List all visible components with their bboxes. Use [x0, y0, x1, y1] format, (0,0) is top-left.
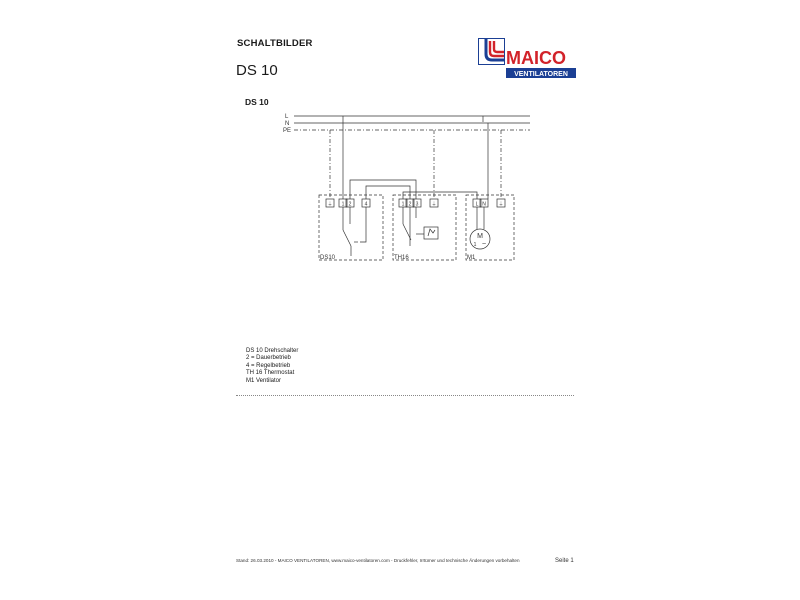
line-label-n: N [285, 121, 290, 127]
terminal-ds10-pe: ⏚ [327, 201, 333, 208]
terminal-ds10-2: 2 [348, 201, 352, 208]
document-title: DS 10 [236, 62, 278, 79]
brand-name: MAICO [506, 48, 566, 68]
terminal-th16-1: 1 [401, 201, 405, 208]
terminal-ds10-4: 4 [364, 201, 368, 208]
legend-item: M1 Ventilator [246, 377, 282, 384]
diagram-title: DS 10 [245, 97, 269, 107]
legend-item: 4 = Regelbetrieb [246, 362, 291, 369]
terminal-m1-n: N [482, 201, 486, 208]
terminal-m1-l: L [475, 201, 479, 208]
line-label-pe: PE [283, 128, 292, 134]
line-label-l: L [285, 114, 289, 120]
unit-label-m1: M1 [467, 255, 476, 261]
legend [246, 348, 298, 385]
terminal-ds10-1: 1 [341, 201, 345, 208]
dotted-separator [236, 395, 574, 396]
unit-label-th16: TH16 [394, 255, 409, 261]
motor-symbol: M [477, 233, 483, 240]
legend-item: TH 16 Thermostat [246, 370, 295, 377]
terminal-m1-pe: ⏚ [498, 201, 504, 208]
header-category: SCHALTBILDER [237, 38, 313, 49]
maico-logo [478, 38, 576, 82]
terminal-th16-2: 2 [408, 201, 412, 208]
brand-tagline: VENTILATOREN [514, 71, 568, 78]
unit-label-ds10: DS10 [320, 255, 336, 261]
terminal-th16-3: 3 [415, 201, 419, 208]
footer-text: Stand: 26.03.2010 - MAICO VENTILATOREN, www.maico-ventilatoren.com - Druckfehler, Irrtümer und technische Änderungen vorbehalten [236, 558, 520, 563]
motor-ac-icon: ~ [481, 241, 487, 248]
motor-phase: 1 [473, 242, 477, 248]
terminal-th16-pe: ⏚ [431, 201, 437, 208]
legend-item: 2 = Dauerbetrieb [246, 355, 291, 362]
legend-item: DS 10 Drehschalter [246, 348, 299, 354]
wiring-diagram [280, 106, 540, 268]
page-number: Seite 1 [555, 558, 574, 564]
